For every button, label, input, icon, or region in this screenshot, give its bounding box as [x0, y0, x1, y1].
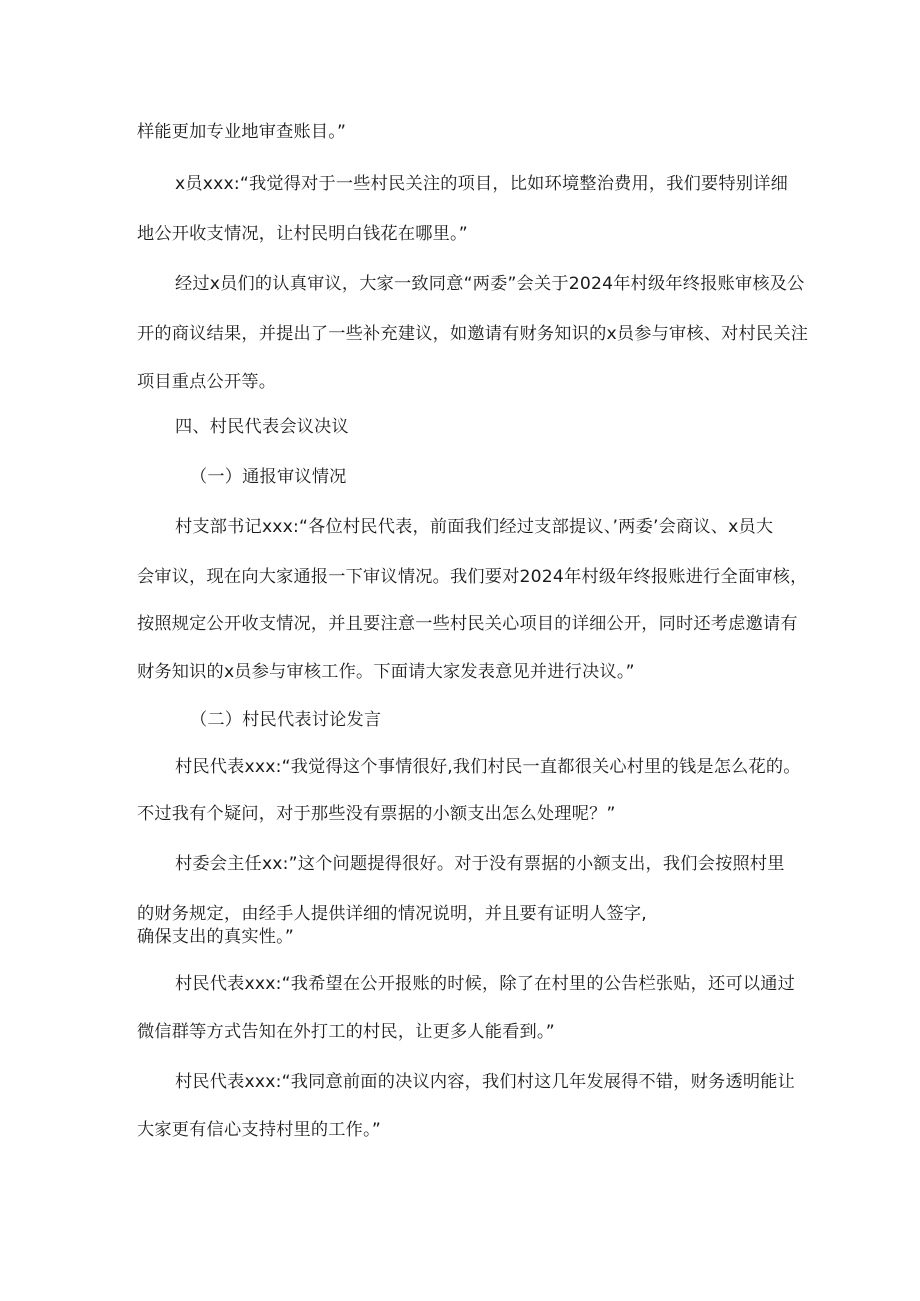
- text-line: 村支部书记xxx:“各位村民代表，前面我们经过支部提议、’两委’会商议、x员大: [175, 517, 774, 537]
- text-line: 项目重点公开等。: [137, 372, 277, 392]
- text-line: 开的商议结果，并提出了一些补充建议，如邀请有财务知识的x员参与审核、对村民关注: [137, 324, 809, 344]
- text-line: 按照规定公开收支情况，并且要注意一些村民关心项目的详细公开，同时还考虑邀请有: [137, 614, 798, 634]
- text-line: 会审议，现在向大家通报一下审议情况。我们要对2024年村级年终报账进行全面审核，: [137, 567, 808, 587]
- text-line: 村民代表xxx:“我希望在公开报账的时候，除了在村里的公告栏张贴，还可以通过: [175, 974, 795, 994]
- text-line: 经过x员们的认真审议，大家一致同意“两委”会关于2024年村级年终报账审核及公: [175, 274, 805, 294]
- subsection-heading: （一）通报审议情况: [190, 467, 347, 487]
- text-line: 村民代表xxx:“我觉得这个事情很好,我们村民一直都很关心村里的钱是怎么花的。: [175, 757, 801, 777]
- text-line: 地公开收支情况，让村民明白钱花在哪里。”: [137, 224, 468, 244]
- subsection-heading: （二）村民代表讨论发言: [190, 710, 382, 730]
- text-line: 微信群等方式告知在外打工的村民，让更多人能看到。”: [137, 1022, 555, 1042]
- text-line: 村委会主任xx:”这个问题提得很好。对于没有票据的小额支出，我们会按照村里: [175, 854, 785, 874]
- text-line: 确保支出的真实性。”: [137, 927, 294, 947]
- text-line: 样能更加专业地审查账目。”: [137, 122, 347, 142]
- text-line: 大家更有信心支持村里的工作。”: [137, 1120, 381, 1140]
- text-line: 财务知识的x员参与审核工作。下面请大家发表意见并进行决议。”: [137, 662, 635, 682]
- text-line: x员xxx:“我觉得对于一些村民关注的项目，比如环境整治费用，我们要特别详细: [175, 174, 788, 194]
- text-line: 不过我有个疑问，对于那些没有票据的小额支出怎么处理呢？”: [137, 804, 616, 824]
- text-line: 村民代表xxx:“我同意前面的决议内容，我们村这几年发展得不错，财务透明能让: [175, 1072, 795, 1092]
- text-line: 的财务规定，由经手人提供详细的情况说明，并且要有证明人签字,: [137, 904, 647, 924]
- section-heading: 四、村民代表会议决议: [175, 417, 349, 437]
